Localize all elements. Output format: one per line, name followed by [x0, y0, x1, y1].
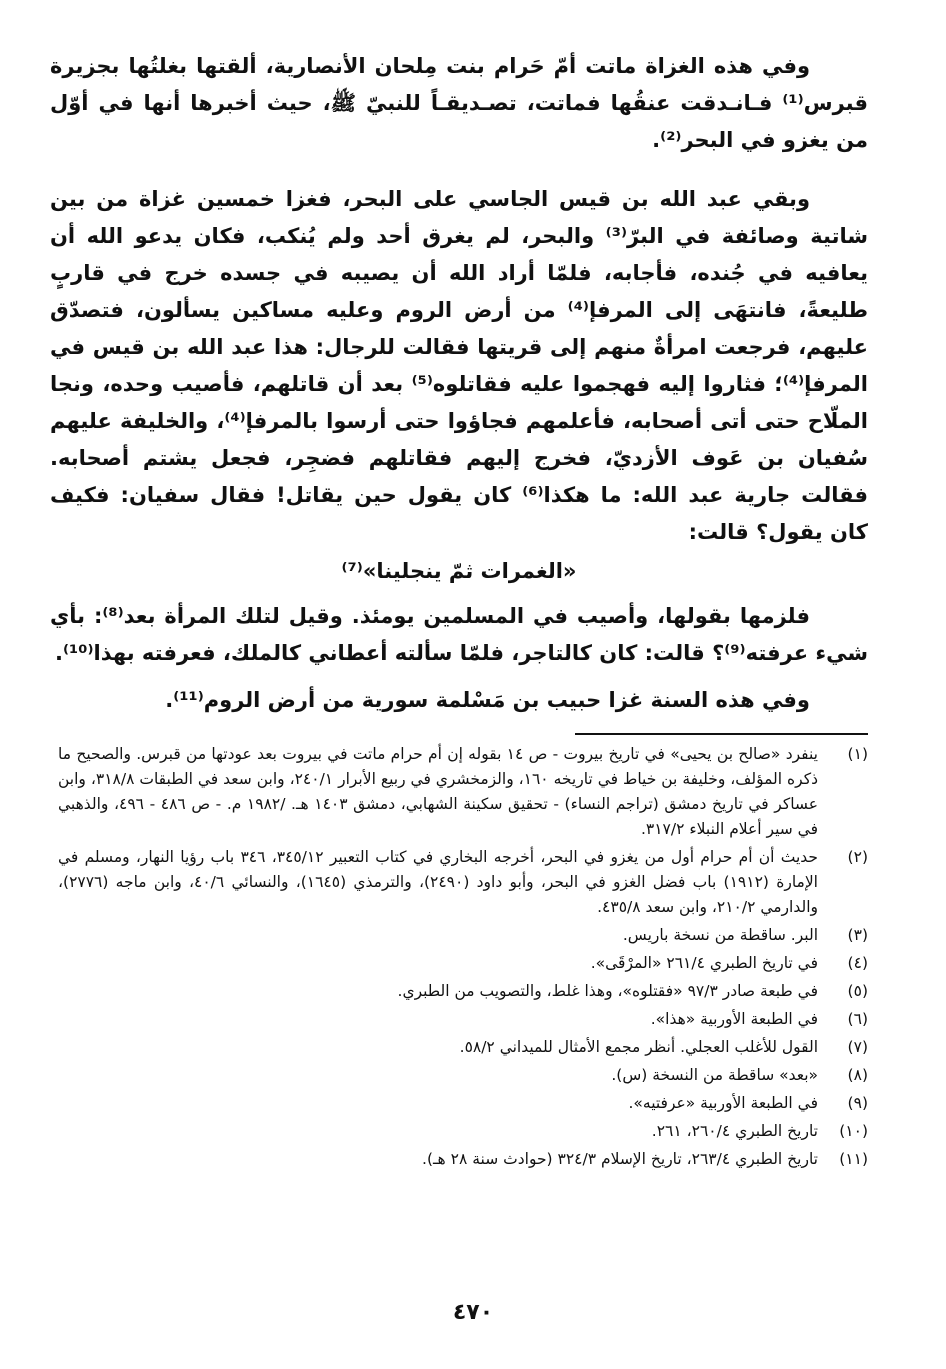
- footnote: [58, 1119, 868, 1144]
- footnote: [58, 1007, 868, 1032]
- footnote-number: (٣): [847, 926, 868, 944]
- footnote: [58, 845, 868, 920]
- footnotes: [58, 742, 868, 1175]
- footnote-text: «بعد» ساقطة من النسخة (س).: [611, 1066, 818, 1084]
- footnote-number: (٧): [847, 1038, 868, 1056]
- footnote: [58, 1035, 868, 1060]
- footnote-text: في الطبعة الأوربية «هذا».: [650, 1010, 818, 1028]
- footnote-number: (٦): [847, 1010, 868, 1028]
- paragraph-woman-answer: فلزمها بقولها، وأصيب في المسلمين يومئذ. وقيل لتلك المرأة بعد⁽⁸⁾: بأي شيء عرفته⁽⁹⁾؟ قالت: كان كالتاجر، فلمّا سألته أعطاني كالملك، فعرفته بهذا⁽¹⁰⁾.: [50, 604, 868, 665]
- footnote: [58, 923, 868, 948]
- paragraph-umm-haram: وفي هذه الغزاة ماتت أمّ حَرام بنت مِلحان الأنصارية، ألقتها بغلتُها بجزيرة قبرس⁽¹⁾ فـانـدقت عنقُها فماتت، تصـديقـاً للنبيّ ﷺ، حيث أخبرها أنها في أوّل من يغزو في البحر⁽²⁾.: [50, 54, 868, 152]
- page-number: ٤٧٠: [452, 1300, 494, 1325]
- footnote-separator: [575, 733, 868, 735]
- footnote-number: (١): [847, 745, 868, 763]
- footnote-text: تاريخ الطبري ٢٦٣/٤، تاريخ الإسلام ٣٢٤/٣ (حوادث سنة ٢٨ هـ).: [422, 1150, 818, 1168]
- footnote-text: حديث أن أم حرام أول من يغزو في البحر، أخرجه البخاري في كتاب التعبير ٣٤٥/١٢، ٣٤٦ باب رؤيا النهار، ومسلم في الإمارة (١٩١٢) باب فضل الغزو في البحر، وأبو داود (٢٤٩٠)، والترمذي (١٦٤٥)، والنسائي ٤٠/٦، وابن ماجه (٢٧٧٦)، والدارمي ٢١٠/٢، وابن سعد ٤٣٥/٨.: [58, 848, 818, 916]
- footnote-text: في طبعة صادر ٩٧/٣ «فقتلوه»، وهذا غلط، والتصويب من الطبري.: [397, 982, 818, 1000]
- footnote: [58, 979, 868, 1004]
- footnote-text: البر. ساقطة من نسخة باريس.: [622, 926, 818, 944]
- footnote: [58, 951, 868, 976]
- page-body: [50, 48, 868, 719]
- footnote: [58, 1063, 868, 1088]
- footnote: [58, 742, 868, 842]
- footnote-text: تاريخ الطبري ٢٦٠/٤، ٢٦١.: [651, 1122, 818, 1140]
- verse-quote: «الغمرات ثمّ ينجلينا»⁽⁷⁾: [341, 559, 577, 583]
- footnote-text: في تاريخ الطبري ٢٦١/٤ «المرْقَى».: [590, 954, 818, 972]
- footnote: [58, 1091, 868, 1116]
- footnote-number: (١١): [839, 1150, 868, 1168]
- footnote: [58, 1147, 868, 1172]
- footnote-number: (٥): [847, 982, 868, 1000]
- paragraph-abdullah-bin-qays: وبقي عبد الله بن قيس الجاسي على البحر، فغزا خمسين غزاة من بين شاتية وصائفة في البرّ⁽³⁾ والبحر، لم يغرق أحد ولم يُنكب، فكان يدعو الله أن يعافيه في جُنده، فأجابه، فلمّا أراد الله أن يصيبه في جسده خرج في قاربٍ طليعةً، فانتهَى إلى المرفإ⁽⁴⁾ من أرض الروم وعليه مساكين يسألون، فتصدّق عليهم، فرجعت امرأةٌ منهم إلى قريتها فقالت للرجال: هذا عبد الله بن قيس في المرفإ⁽⁴⁾؛ فثاروا إليه فهجموا عليه فقاتلوه⁽⁵⁾ بعد أن قاتلهم، فأصيب وحده، ونجا الملّاح حتى أتى أصحابه، فأعلمهم فجاؤوا حتى أرسوا بالمرفإ⁽⁴⁾، والخليفة عليهم سُفيان بن عَوف الأزديّ، فخرج إليهم فقاتلهم فضجِر، فجعل يشتم أصحابه. فقالت جارية عبد الله: ما هكذا⁽⁶⁾ كان يقول حين يقاتل! فقال سفيان: فكيف كان يقول؟ قالت:: [50, 187, 868, 544]
- footnote-text: ينفرد «صالح بن يحيى» في تاريخ بيروت - ص ١٤ بقوله إن أم حرام ماتت في بيروت بعد عودتها من قبرس. والصحيح ما ذكره المؤلف، وخليفة بن خياط في تاريخه ١٦٠، والزمخشري في ربيع الأبرار ٢٤٠/١، وابن سعد في الطبقات ٣١٨/٨، وابن عساكر في تاريخ دمشق (تراجم النساء) - تحقيق سكينة الشهابي، دمشق ١٤٠٣ هـ. /١٩٨٢ م. - ص ٤٨٦ - ٤٩٦، والذهبي في سير أعلام النبلاء ٣١٧/٢.: [58, 745, 818, 838]
- paragraph-habib-bin-maslama: وفي هذه السنة غزا حبيب بن مَسْلمة سورية من أرض الروم⁽¹¹⁾.: [165, 688, 810, 712]
- footnote-number: (٢): [847, 848, 868, 866]
- footnote-number: (٤): [847, 954, 868, 972]
- footnote-number: (١٠): [839, 1122, 868, 1140]
- footnote-number: (٨): [847, 1066, 868, 1084]
- footnote-text: في الطبعة الأوربية «عرفتيه».: [628, 1094, 818, 1112]
- footnote-text: القول للأغلب العجلي. أنظر مجمع الأمثال للميداني ٥٨/٢.: [459, 1038, 818, 1056]
- footnote-number: (٩): [847, 1094, 868, 1112]
